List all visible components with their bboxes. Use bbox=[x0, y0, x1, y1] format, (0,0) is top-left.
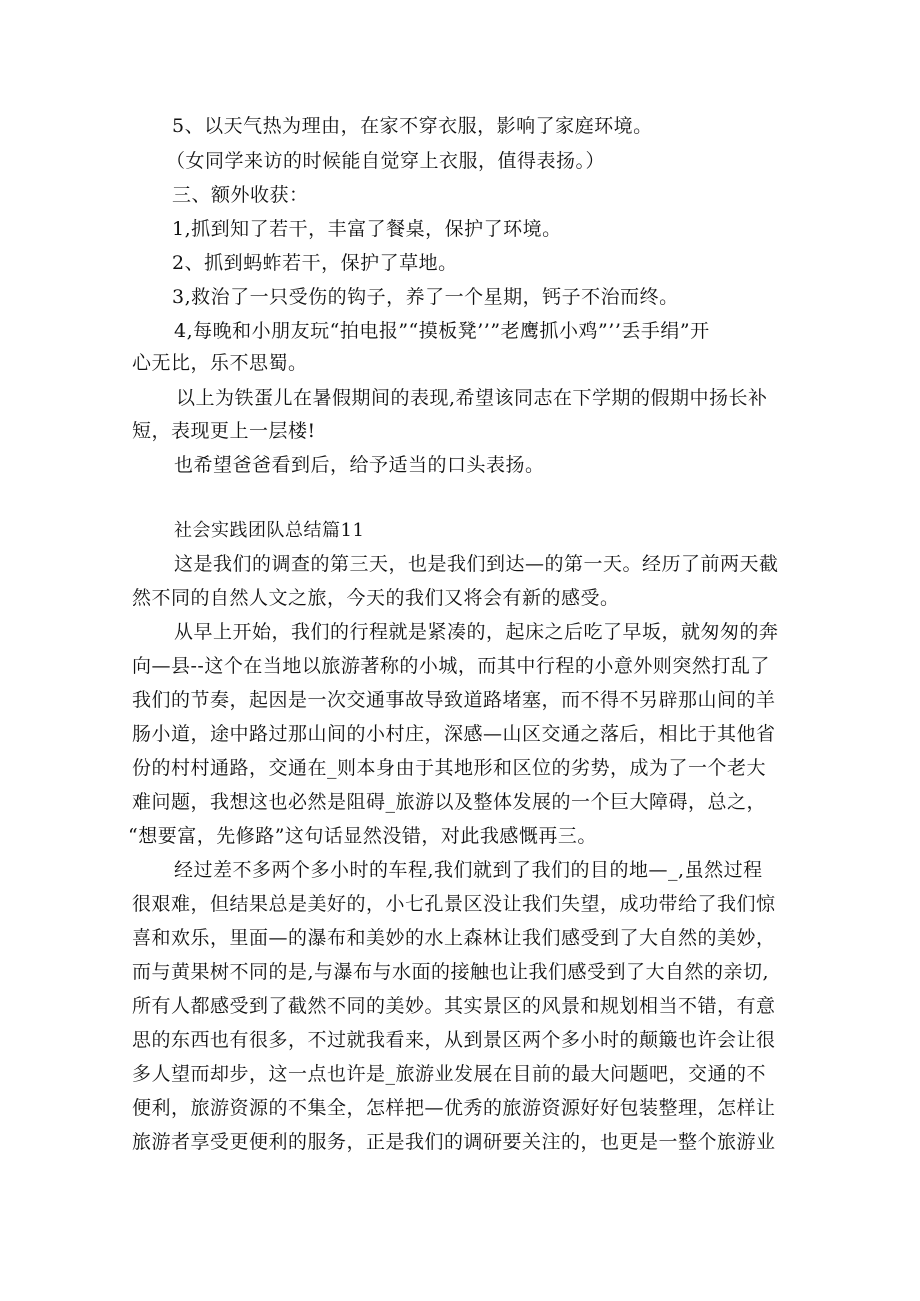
paragraph-3-line-1: 经过差不多两个多小时的车程,我们就到了我们的目的地—_,虽然过程 bbox=[174, 859, 763, 881]
paragraph-2-line-2: 向—县--这个在当地以旅游著称的小城，而其中行程的小意外则突然打乱了 bbox=[132, 655, 770, 677]
gain-item-3: 3,救治了一只受伤的钩子，养了一个星期，钙子不治而终。 bbox=[172, 286, 679, 308]
paragraph-2-line-4: 肠小道，途中路过那山间的小村庄，深感—山区交通之落后，相比于其他省 bbox=[132, 723, 776, 745]
list-item-5: 5、以天气热为理由，在家不穿衣服，影响了家庭环境。 bbox=[172, 115, 653, 137]
paragraph-1-line-2: 然不同的自然人文之旅，今天的我们又将会有新的感受。 bbox=[132, 587, 620, 609]
section-heading-extra-gains: 三、额外收获： bbox=[172, 184, 309, 206]
paragraph-3-line-3: 喜和欢乐，里面—的瀑布和美妙的水上森林让我们感受到了大自然的美妙， bbox=[132, 927, 776, 949]
summary-line-2: 短，表现更上一层楼! bbox=[132, 420, 316, 442]
paragraph-3-line-6: 思的东西也有很多，不过就我看来，从到景区两个多小时的颠簸也许会让很 bbox=[132, 1029, 776, 1051]
paragraph-3-line-8: 便利，旅游资源的不集全，怎样把—优秀的旅游资源好好包装整理，怎样让 bbox=[132, 1097, 776, 1119]
praise-note: （女同学来访的时候能自觉穿上衣服，值得表扬。） bbox=[166, 150, 606, 172]
paragraph-3-line-7: 多人望而却步，这一点也许是_旅游业发展在目前的最大问题吧，交通的不 bbox=[132, 1063, 767, 1085]
gain-item-1: 1,抓到知了若干，丰富了餐桌，保护了环境。 bbox=[172, 218, 562, 240]
gain-item-4-line-2: 心无比，乐不思蜀。 bbox=[132, 352, 308, 374]
hope-sentence: 也希望爸爸看到后，给予适当的口头表扬。 bbox=[174, 454, 545, 476]
paragraph-3-line-4: 而与黄果树不同的是,与瀑布与水面的接触也让我们感受到了大自然的亲切, bbox=[132, 961, 770, 983]
gain-item-2: 2、抓到蚂蚱若干，保护了草地。 bbox=[172, 252, 458, 274]
paragraph-3-line-2: 很艰难，但结果总是美好的，小七孔景区没让我们失望，成功带给了我们惊 bbox=[132, 893, 776, 915]
paragraph-3-line-9: 旅游者享受更便利的服务，正是我们的调研要关注的，也更是一整个旅游业 bbox=[132, 1131, 776, 1153]
paragraph-2-line-1: 从早上开始，我们的行程就是紧凑的，起床之后吃了早坂，就匆匆的奔 bbox=[174, 621, 779, 643]
gain-item-4-line-1: 4,每晚和小朋友玩“拍电报”“摸板凳’’”老鹰抓小鸡”’’丢手绢”开 bbox=[174, 320, 710, 342]
paragraph-2-line-3: 我们的节奏，起因是一次交通事故导致道路堵塞，而不得不另辟那山间的羊 bbox=[132, 689, 776, 711]
paragraph-3-line-5: 所有人都感受到了截然不同的美妙。其实景区的风景和规划相当不错，有意 bbox=[132, 995, 776, 1017]
paragraph-2-line-6: 难问题，我想这也必然是阻碍_旅游以及整体发展的一个巨大障碍，总之， bbox=[132, 791, 767, 813]
summary-line-1: 以上为铁蛋儿在暑假期间的表现,希望该同志在下学期的假期中扬长补 bbox=[176, 387, 768, 409]
paragraph-1-line-1: 这是我们的调查的第三天，也是我们到达—的第一天。经历了前两天截 bbox=[174, 553, 779, 575]
paragraph-2-line-7: “想要富，先修路”这句话显然没错，对此我感慨再三。 bbox=[128, 825, 597, 847]
section-title: 社会实践团队总结篇11 bbox=[174, 520, 365, 541]
paragraph-2-line-5: 份的村村通路，交通在_则本身由于其地形和区位的劣势，成为了一个老大 bbox=[132, 757, 767, 779]
